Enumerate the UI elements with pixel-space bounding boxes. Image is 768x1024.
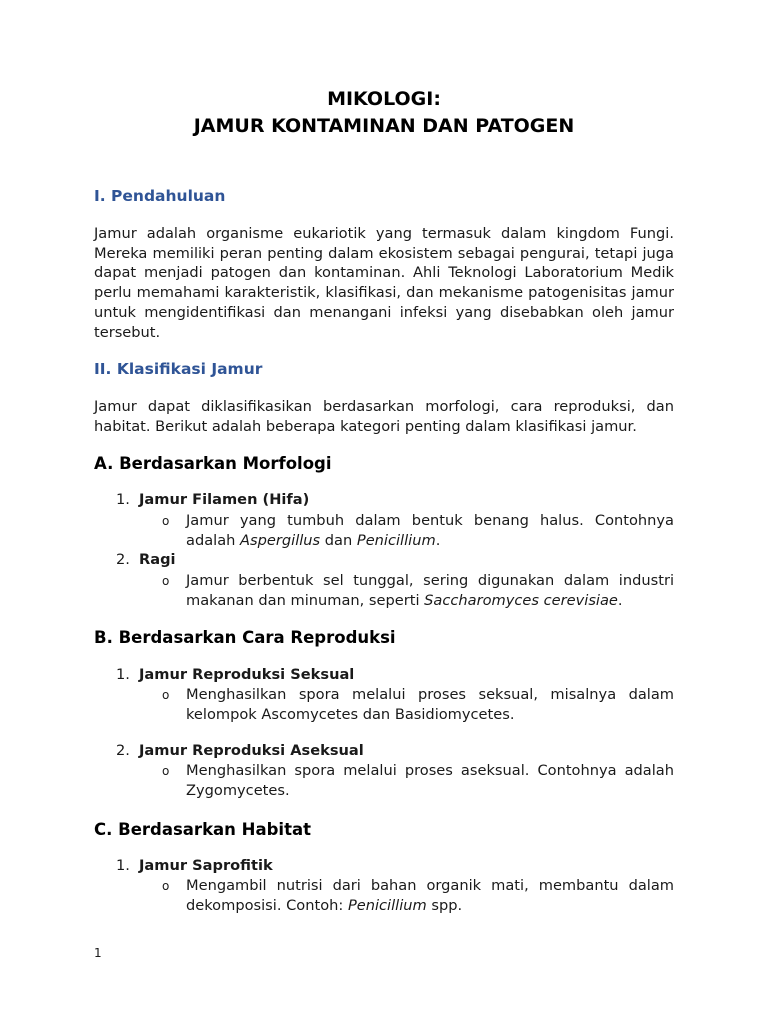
list-item-description: Menghasilkan spora melalui proses seksual, misalnya dalam kelompok Ascomycetes dan Basidiomycetes. — [186, 686, 674, 723]
page-number: 1 — [94, 946, 102, 960]
list-item-title: Jamur Saprofitik — [139, 857, 273, 874]
list-item-title: Jamur Reproduksi Aseksual — [139, 742, 364, 759]
list-item-description: Jamur berbentuk sel tunggal, sering digunakan dalam industri makanan dan minuman, seperti Saccharomyces cerevisiae. — [186, 572, 674, 609]
list-item-seksual — [116, 665, 354, 685]
list-number: 2. — [116, 742, 130, 759]
list-item-title: Jamur Reproduksi Seksual — [139, 666, 355, 683]
list-item-description: Jamur yang tumbuh dalam bentuk benang halus. Contohnya adalah Aspergillus dan Penicillium. — [186, 512, 674, 549]
section-heading-pendahuluan: I. Pendahuluan — [94, 187, 226, 205]
list-item-filamen — [116, 490, 309, 510]
bullet-marker: o — [162, 574, 170, 588]
bullet-marker: o — [162, 688, 170, 702]
list-item-title: Ragi — [139, 551, 176, 568]
list-item-description: Mengambil nutrisi dari bahan organik mati, membantu dalam dekomposisi. Contoh: Penicillium spp. — [186, 877, 674, 914]
bullet-marker: o — [162, 879, 170, 893]
list-number: 2. — [116, 551, 130, 568]
list-number: 1. — [116, 666, 130, 683]
list-item-aseksual — [116, 741, 364, 761]
subheading-reproduksi: B. Berdasarkan Cara Reproduksi — [94, 628, 396, 647]
list-item-title: Jamur Filamen (Hifa) — [139, 491, 310, 508]
paragraph-klasifikasi: Jamur dapat diklasifikasikan berdasarkan morfologi, cara reproduksi, dan habitat. Berikut adalah beberapa kategori penting dalam klasifikasi jamur. — [94, 398, 674, 435]
list-number: 1. — [116, 491, 130, 508]
bullet-marker: o — [162, 764, 170, 778]
title-line-2: JAMUR KONTAMINAN DAN PATOGEN — [193, 115, 575, 137]
subheading-habitat: C. Berdasarkan Habitat — [94, 820, 311, 839]
paragraph-pendahuluan: Jamur adalah organisme eukariotik yang termasuk dalam kingdom Fungi. Mereka memiliki peran penting dalam ekosistem sebagai pengurai, tetapi juga dapat menjadi patogen dan kontaminan. Ahli Teknologi Laboratorium Medik perlu memahami karakteristik, klasifikasi, dan mekanisme patogenisitas jamur untuk mengidentifikasi dan menangani infeksi yang disebabkan oleh jamur tersebut. — [94, 225, 674, 341]
list-item-saprofitik — [116, 856, 273, 876]
list-number: 1. — [116, 857, 130, 874]
section-heading-klasifikasi: II. Klasifikasi Jamur — [94, 360, 263, 378]
subheading-morfologi: A. Berdasarkan Morfologi — [94, 454, 332, 473]
bullet-marker: o — [162, 514, 170, 528]
list-item-ragi — [116, 550, 176, 570]
list-item-description: Menghasilkan spora melalui proses aseksual. Contohnya adalah Zygomycetes. — [186, 762, 674, 799]
title-line-1: MIKOLOGI: — [327, 88, 441, 110]
